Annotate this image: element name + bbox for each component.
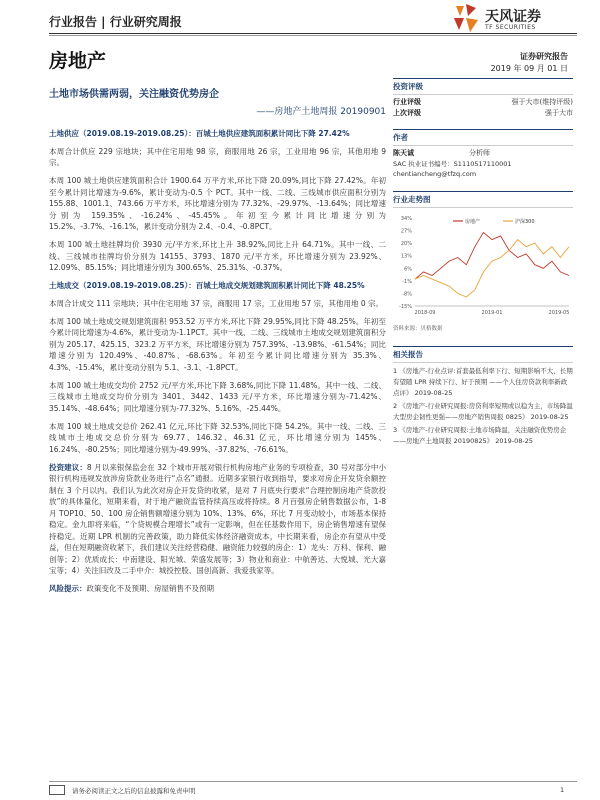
rating-label: 行业评级	[393, 98, 421, 106]
y-tick-label: -15%	[399, 304, 412, 310]
related-item[interactable]: 1 《房地产-行业点评:首套最低利率下行、短期影响不大、长期有望随 LPR 持续下行、好于预期 ——个人住房贷款利率新政点评》 2019-08-25	[393, 367, 573, 397]
logo-mark-icon	[452, 4, 480, 34]
chart-source: 资料来源：贝格数据	[393, 326, 443, 332]
related-heading: 相关报告	[393, 346, 573, 363]
author-row	[393, 148, 573, 159]
header-divider	[49, 33, 577, 34]
logo-en-text: TF SECURITIES	[485, 24, 536, 31]
risk-warning	[49, 583, 386, 595]
investment-advice-text: 8 月以来银保监会在 32 个城市开展对银行机构房地产业务的专项检查，30 号对部分中小银行机构违规发放涉房贷款业务进行“点名”通报。近期多家银行收到指导，要求对房企开发贷余额控制在 3 个月以内。我们认为此次对房企开发贷的收紧，是对 7 月底央行要求“合理控制房地产贷款投放”的具体量化，短期来看，对于地产融资监管持续高压或将持续。8 月百强房企销售数据公布，1-8 月 TOP10、50、100 房企销售额增速分别为 10%、13%、6%，环比 7 月变动较小，市场基本保持稳定。金九即将来临，“个贷规模合理增长”或有一定影响，但在任基数作用下，房企销售增速有望保持稳定。近期 LPR 机制的完善政策，助力降低实体经济融资成本，中长期来看，房企亦有望从中受益，但在短期融资收紧下，我们建议关注经营稳健、融资能力较强的房企：1）龙头：万科、保利、融创等；2）优质成长：中南建设、阳光城、荣盛发展等；3）物业和商业：中航善达、大悦城、光大嘉宝等；4）关注旧改及二手中介：城投控股、国创高新、我爱我家等。	[49, 462, 386, 575]
logo-cn-text: 天风证券	[485, 9, 541, 25]
x-tick-label: 2019-05	[548, 310, 570, 316]
section-land-supply-heading: 土地供应（2019.08.19-2019.08.25）：百城土地供应建筑面积累计同比下降 27.42%	[49, 129, 350, 138]
y-tick-label: 20%	[400, 241, 412, 248]
y-tick-label: 27%	[400, 228, 412, 235]
investment-advice-lead: 投资建议：	[49, 462, 87, 472]
trend-heading: 行业走势图	[393, 191, 573, 208]
y-tick-label: -8%	[402, 291, 412, 298]
y-tick-label: -1%	[402, 278, 412, 285]
section-land-deal-heading: 土地成交（2019.08.19-2019.08.25）：百城土地成交规划建筑面积累计同比下降 48.25%	[49, 281, 365, 290]
header-divider-thin	[49, 35, 577, 36]
x-tick-label: 2019-01	[481, 310, 503, 316]
author-email[interactable]: chentiancheng@tfzq.com	[393, 170, 477, 178]
trend-chart-svg	[393, 212, 573, 322]
report-type: 证券研究报告	[520, 52, 568, 61]
prev-rating-row	[393, 108, 573, 119]
sidebar	[393, 78, 573, 449]
rating-heading: 投资评级	[393, 78, 573, 95]
prev-rating-value: 强于大市	[545, 109, 573, 117]
paragraph: 本周 100 城土地供应建筑面积合计 1900.64 万平方米,环比下降 20.09%,同比下降 27.42%。年初至今累计同比增速为-9.6%，累计变动为-0.5 个 PCT。其中一线、二线、三线城市供应面积分别为 155.88、1001.1、743.66 万平方米，环比增速分别为 77.32%、-29.97%、-13.64%；同比增速分别为 159.35%、-16.24%、-45.45%。年初至今累计同比增速分别为 15.2%、-3.7%、-16.1%，累计变动分别为 2.4、-0.4、-0.8PCT。	[49, 176, 386, 231]
x-tick-label: 2018-09	[414, 310, 436, 316]
risk-warning-text: 政策变化不及预期、房屋销售不及预期	[86, 584, 214, 593]
risk-warning-lead: 风险提示：	[49, 584, 87, 593]
related-item[interactable]: 3 《房地产-行业研究周报:土地市场降温，关注融资优势房企——房地产土地周报 20190825》 2019-08-25	[393, 426, 567, 445]
prev-rating-label: 上次评级	[393, 109, 421, 117]
header-category: 行业报告 | 行业研究周报	[49, 15, 182, 29]
report-date: 2019 年 09 月 01 日	[490, 64, 568, 73]
paragraph: 本周 100 城土地成交规划建筑面积 953.52 万平方米,环比下降 29.95%,同比下降 48.25%。年初至今累计同比增速为-4.6%，累计变动为-1.1PCT。其中一线、二线、三线城市土地成交规划建筑面积分别为 205.17、425.15、323.2 万平方米，环比增速分别为 757.39%、-13.98%、-61.54%；同比增速分别为 120.49%、-40.87%、-68.63%。年初至今累计同比增速分别为 35.3%、4.3%、-15.4%，累计变动分别为 5.1、-3.1、-1.8PCT。	[49, 316, 386, 372]
footer-disclaimer: 请务必阅读正文之后的信息披露和免责申明	[72, 787, 196, 795]
page-number: 1	[560, 786, 565, 794]
report-body	[49, 128, 386, 601]
qr-code-icon	[49, 785, 65, 795]
footer-divider	[49, 781, 577, 782]
related-item[interactable]: 2 《房地产-行业研究周报:房贷利率短期或以稳为主，市场降温大型房企韧性更强——房地产销售周报 0825》 2019-08-25	[393, 402, 573, 421]
paragraph: 本周合计成交 111 宗地块；其中住宅用地 37 宗，商服用 17 宗，工业用地 57 宗，其他用地 0 宗。	[49, 298, 384, 308]
legend-label: 房地产	[465, 219, 481, 225]
related-list	[393, 366, 573, 447]
author-sac: SAC 执业证书编号：S1110517110001	[393, 160, 512, 168]
investment-advice	[49, 462, 386, 577]
trend-chart	[393, 212, 573, 322]
paragraph: 本周 100 城土地成交总价 262.41 亿元,环比下降 32.53%,同比下降 54.2%。其中一线、二线、三线城市土地成交总价分别为 69.77、146.32、46.31 亿元，环比增速分别为 145%、16.24%、-80.25%；同比增速分别为-49.99%、-37.82%、-76.61%。	[49, 421, 386, 454]
author-heading: 作者	[393, 129, 573, 146]
report-subtitle: ——房地产土地周报 20190901	[256, 107, 386, 117]
industry-title: 房地产	[49, 50, 107, 72]
series-line-1	[415, 240, 569, 297]
paragraph: 本周 100 城土地挂牌均价 3930 元/平方米,环比上升 38.92%,同比上升 64.71%。其中一线、二线、三线城市挂牌均价分别为 14155、3793、1870 元/平方米，环比增速分别为 23.92%、12.09%、85.15%；同比增速分别为 300.65%、25.31%、-0.37%。	[49, 240, 386, 272]
paragraph: 本周合计供应 229 宗地块；其中住宅用地 98 宗，商服用地 26 宗，工业用地 96 宗，其他用地 9 宗。	[49, 146, 386, 167]
series-line-0	[415, 232, 569, 279]
legend-label: 沪深300	[515, 219, 535, 225]
author-name: 陈天诚	[393, 149, 414, 157]
rating-row	[393, 97, 573, 108]
y-tick-label: 34%	[400, 216, 412, 222]
report-title: 土地市场供需两弱，关注融资优势房企	[49, 89, 219, 100]
paragraph: 本周 100 城土地成交均价 2752 元/平方米,环比下降 3.68%,同比下降 11.48%。其中一线、二线、三线城市土地成交均价分别为 3401、3442、1433 元/平方米，环比增速分别为-71.42%、35.14%、-48.64%；同比增速分别为-77.32%、5.16%、-25.44%。	[49, 380, 386, 413]
y-tick-label: 13%	[400, 253, 412, 260]
author-role: 分析师	[469, 149, 490, 157]
rating-value: 强于大市(维持评级)	[511, 98, 573, 106]
y-tick-label: 6%	[404, 266, 412, 273]
